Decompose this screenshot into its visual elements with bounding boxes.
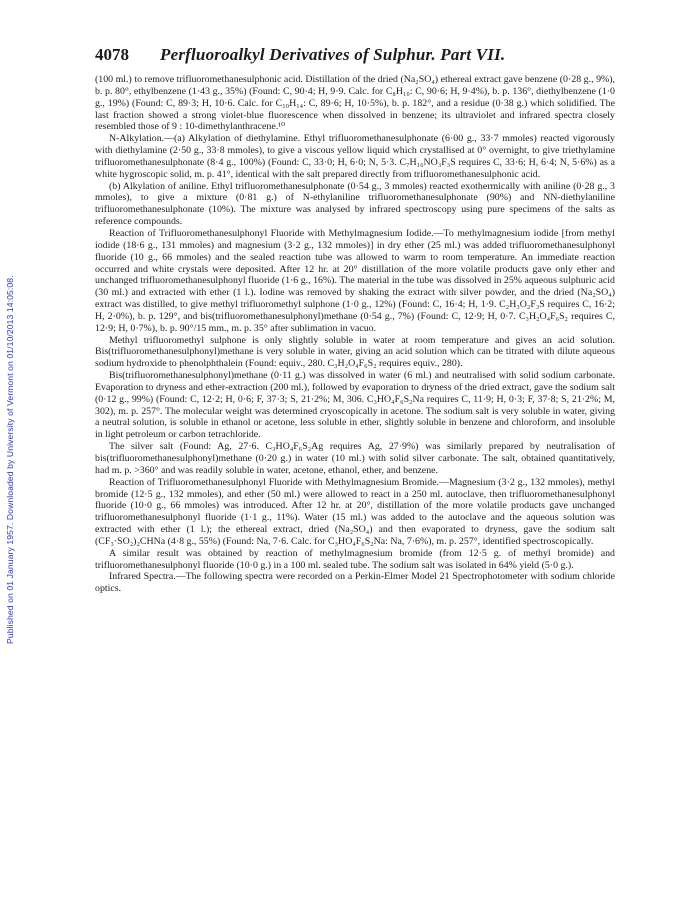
paragraph: Reaction of Trifluoromethanesulphonyl Fluoride with Methylmagnesium Bromide.—Magnesium (3·2 g., 132 mmoles), methyl bromide (12·5 g., 132 mmoles), and ether (50 ml.) were allowed to react in a 250 ml. autoclave, then trifluoromethanesulphonyl fluoride (10·0 g., 66 mmoles) was introduced. After 12 hr. at 20°, distillation of the more volatile products gave unchanged trifluoromethanesulphonyl fluoride (1·1 g., 11%). Water (15 ml.) was added to the autoclave and the aqueous solution was extracted with ether (1 l.); the ethereal extract, dried (Na₂SO₄) and then evaporated to dryness, gave the sodium salt (CF₃·SO₂)₂CHNa (4·8 g., 55%) (Found: Na, 7·6. Calc. for C₃HO₄F₆S₂Na: Na, 7·6%), m. p. 257°, identified spectroscopically. xyxy=(95,476,615,547)
article-body xyxy=(95,74,615,595)
paragraph: (b) Alkylation of aniline. Ethyl trifluoromethanesulphonate (0·54 g., 3 mmoles) reacted exothermically with aniline (0·28 g., 3 mmoles), to give a mixture (0·81 g.) of N-ethylaniline trifluoromethanesulphonate (90%) and NN-diethylaniline trifluoromethanesulphonate (10%). The mixture was analysed by infrared spectroscopy using pure specimens of the salts as reference compounds. xyxy=(95,180,615,228)
paragraph: Reaction of Trifluoromethanesulphonyl Fluoride with Methylmagnesium Iodide.—To methylmagnesium iodide [from methyl iodide (18·6 g., 131 mmoles) and magnesium (3·2 g., 132 mmoles)] in dry ether (25 ml.) was added trifluoromethanesulphonyl fluoride (10 g., 66 mmoles) and the sealed reaction tube was allowed to warm to room temperature. An immediate reaction occurred and white crystals were deposited. After 12 hr. at 20° distillation of the more volatile products gave only ether and unchanged trifluoromethanesulphonyl fluoride (1·6 g., 16%). The material in the tube was dissolved in 25% aqueous sulphuric acid (30 ml.) and extracted with ether (1 l.). Iodine was removed by shaking the extract with silver powder, and the dried (Na₂SO₄) extract was distilled, to give methyl trifluoromethyl sulphone (1·0 g., 12%) (Found: C, 16·4; H, 1·9. C₂H₃O₂F₃S requires C, 16·2; H, 2·0%), b. p. 129°, and bis(trifluoromethanesulphonyl)methane (0·54 g., 7%) (Found: C, 12·9; H, 0·7. C₃H₂O₄F₆S₂ requires C, 12·9; H, 0·7%), b. p. 90°/15 mm., m. p. 35° after sublimation in vacuo. xyxy=(95,227,615,334)
paragraph: Infrared Spectra.—The following spectra were recorded on a Perkin-Elmer Model 21 Spectrophotometer with sodium chloride optics. xyxy=(95,571,615,595)
running-head: Perfluoroalkyl Derivatives of Sulphur. Part VII. xyxy=(160,45,506,64)
page-header xyxy=(95,45,615,67)
paragraph: N-Alkylation.—(a) Alkylation of diethylamine. Ethyl trifluoromethanesulphonate (6·00 g., 33·7 mmoles) reacted vigorously with diethylamine (2·50 g., 33·8 mmoles), to give a viscous yellow liquid which crystallised at 0° overnight, to give triethylamine trifluoromethanesulphonate (8·4 g., 100%) (Found: C, 33·0; H, 6·0; N, 5·3. C₇H₁₆NO₃F₃S requires C, 33·6; H, 6·4; N, 5·6%) as a white hygroscopic solid, m. p. 41°, identical with the salt prepared directly from trifluoromethanesulphonic acid. xyxy=(95,133,615,180)
paragraph: The silver salt (Found: Ag, 27·6. C₃HO₄F₆S₂Ag requires Ag, 27·9%) was similarly prepared by neutralisation of bis(trifluoromethanesulphonyl)methane (0·20 g.) in water (10 ml.) with solid silver carbonate. The salt, obtained quantitatively, had m. p. >360° and was readily soluble in water, acetone, ethanol, ether, and benzene. xyxy=(95,441,615,476)
paragraph: Bis(trifluoromethanesulphonyl)methane (0·11 g.) was dissolved in water (6 ml.) and neutralised with solid sodium carbonate. Evaporation to dryness and ether-extraction (200 ml.), followed by evaporation to dryness of the dried extract, gave the sodium salt (0·12 g., 99%) (Found: C, 12·2; H, 0·6; F, 37·3; S, 21·2%; M, 306. C₃HO₄F₆S₂Na requires C, 11·9; H, 0·3; F, 37·8; S, 21·2%; M, 302), m. p. 257°. The molecular weight was determined cryoscopically in acetone. The sodium salt is very soluble in water, giving a neutral solution, is soluble in ethanol or acetone, less soluble in ether, slightly soluble in benzene and chloroform, and insoluble in light petroleum or carbon tetrachloride. xyxy=(95,370,615,441)
page-number: 4078 xyxy=(95,45,129,64)
paragraph: A similar result was obtained by reaction of methylmagnesium bromide (from 12·5 g. of methyl bromide) and trifluoromethanesulphonyl fluoride (10·0 g.) in a 100 ml. sealed tube. The sodium salt was isolated in 64% yield (5·0 g.). xyxy=(95,547,615,571)
paragraph: Methyl trifluoromethyl sulphone is only slightly soluble in water at room temperature and gives an acid solution. Bis(trifluoromethanesulphonyl)methane is very soluble in water, giving an acid solution which can be titrated with dilute aqueous sodium hydroxide to phenolphthalein (Found: equiv., 280. C₃H₂O₄F₆S₂ requires equiv., 280). xyxy=(95,334,615,370)
paragraph: (100 ml.) to remove trifluoromethanesulphonic acid. Distillation of the dried (Na₂SO₄) ethereal extract gave benzene (0·28 g., 9%), b. p. 80°, ethylbenzene (1·43 g., 35%) (Found: C, 90·4; H, 9·9. Calc. for C₈H₁₀: C, 90·6; H, 9·4%), b. p. 136°, diethylbenzene (1·0 g., 19%) (Found: C, 89·3; H, 10·6. Calc. for C₁₀H₁₄: C, 89·6; H, 10·5%), b. p. 182°, and a residue (0·38 g.) which solidified. The last fraction showed a strong violet-blue fluorescence when dissolved in benzene; its ultraviolet and infrared spectra closely resembled those of 9 : 10-dimethylanthracene.¹⁰ xyxy=(95,74,615,133)
publication-sidebar-note: Published on 01 January 1957. Downloaded by University of Vermont on 01/10/2013 14:05:08. xyxy=(5,275,15,645)
